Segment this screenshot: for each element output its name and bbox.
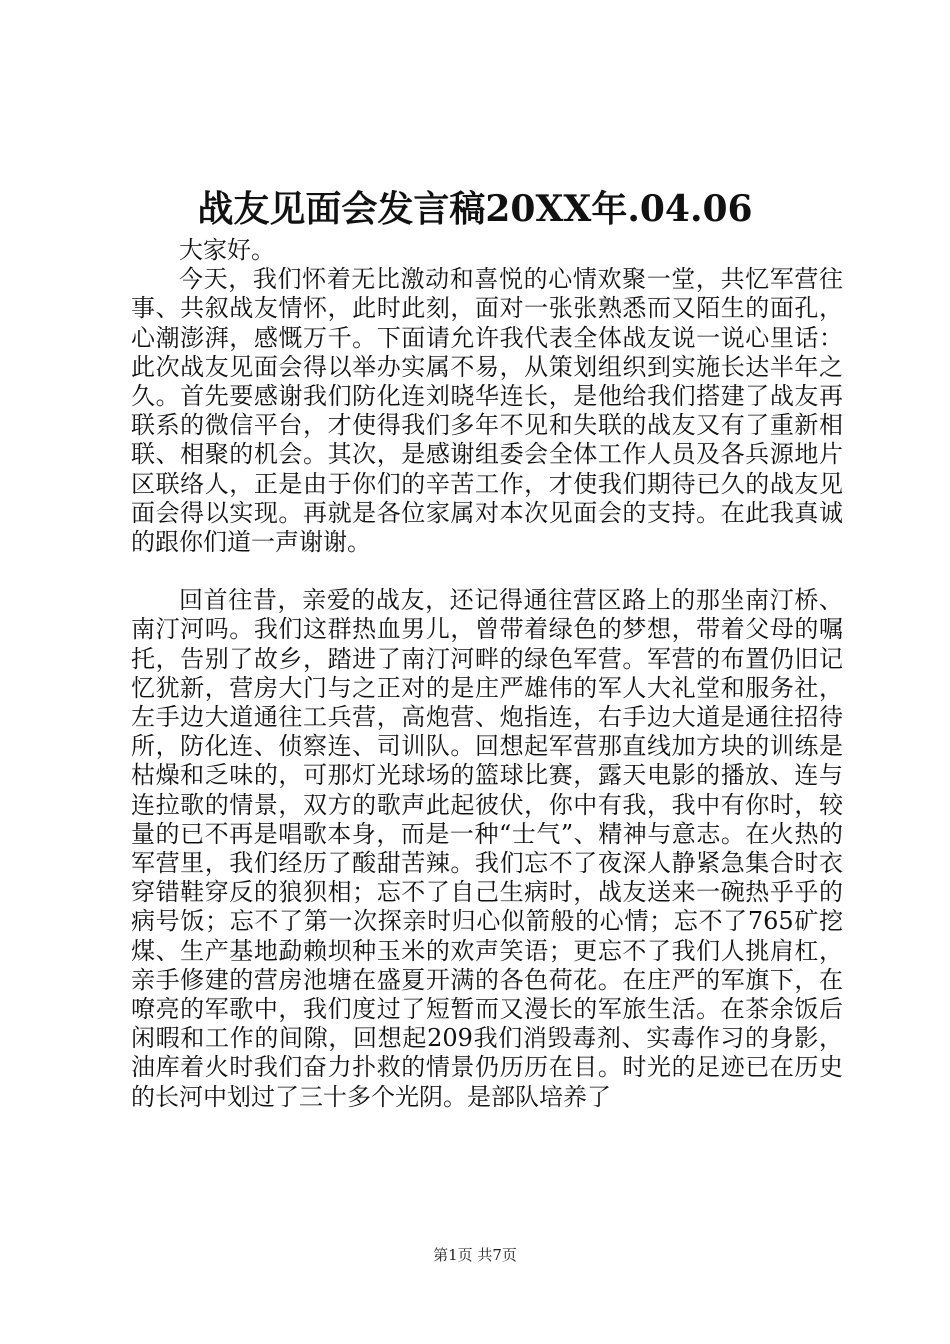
paragraph-greeting: 大家好。: [179, 236, 275, 264]
document-body: [131, 236, 843, 1112]
page-number-footer: 第1页 共7页: [433, 1246, 517, 1264]
paragraph-spacer: [131, 557, 843, 586]
document-title: 战友见面会发言稿20XX年.04.06: [197, 188, 753, 230]
paragraph-thanks: 今天，我们怀着无比激动和喜悦的心情欢聚一堂，共忆军营往事、共叙战友情怀，此时此刻，面对一张张熟悉而又陌生的面孔，心潮澎湃，感慨万千。下面请允许我代表全体战友说一说心里话：此次战友见面会得以举办实属不易，从策划组织到实施长达半年之久。首先要感谢我们防化连刘晓华连长，是他给我们搭建了战友再联系的微信平台，才使得我们多年不见和失联的战友又有了重新相联、相聚的机会。其次，是感谢组委会全体工作人员及各兵源地片区联络人，正是由于你们的辛苦工作，才使我们期待已久的战友见面会得以实现。再就是各位家属对本次见面会的支持。在此我真诚的跟你们道一声谢谢。: [131, 265, 843, 557]
paragraph-memories: 回首往昔，亲爱的战友，还记得通往营区路上的那坐南汀桥、南汀河吗。我们这群热血男儿，曾带着绿色的梦想，带着父母的嘱托，告别了故乡，踏进了南汀河畔的绿色军营。军营的布置仍旧记忆犹新，营房大门与之正对的是庄严雄伟的军人大礼堂和服务社，左手边大道通往工兵营，高炮营、炮指连，右手边大道是通往招待所，防化连、侦察连、司训队。回想起军营那直线加方块的训练是枯燥和乏味的，可那灯光球场的篮球比赛，露天电影的播放、连与连拉歌的情景，双方的歌声此起彼伏，你中有我，我中有你时，较量的已不再是唱歌本身，而是一种“士气”、精神与意志。在火热的军营里，我们经历了酸甜苦辣。我们忘不了夜深人静紧急集合时衣穿错鞋穿反的狼狈相；忘不了自己生病时，战友送来一碗热乎乎的病号饭；忘不了第一次探亲时归心似箭般的心情；忘不了765矿挖煤、生产基地勐赖坝种玉米的欢声笑语；更忘不了我们人挑肩杠，亲手修建的营房池塘在盛夏开满的各色荷花。在庄严的军旗下，在嘹亮的军歌中，我们度过了短暂而又漫长的军旅生活。在茶余饭后闲暇和工作的间隙，回想起209我们消毁毒剂、实毒作习的身影，油库着火时我们奋力扑救的情景仍历历在目。时光的足迹已在历史的长河中划过了三十多个光阴。是部队培养了: [131, 586, 843, 1111]
